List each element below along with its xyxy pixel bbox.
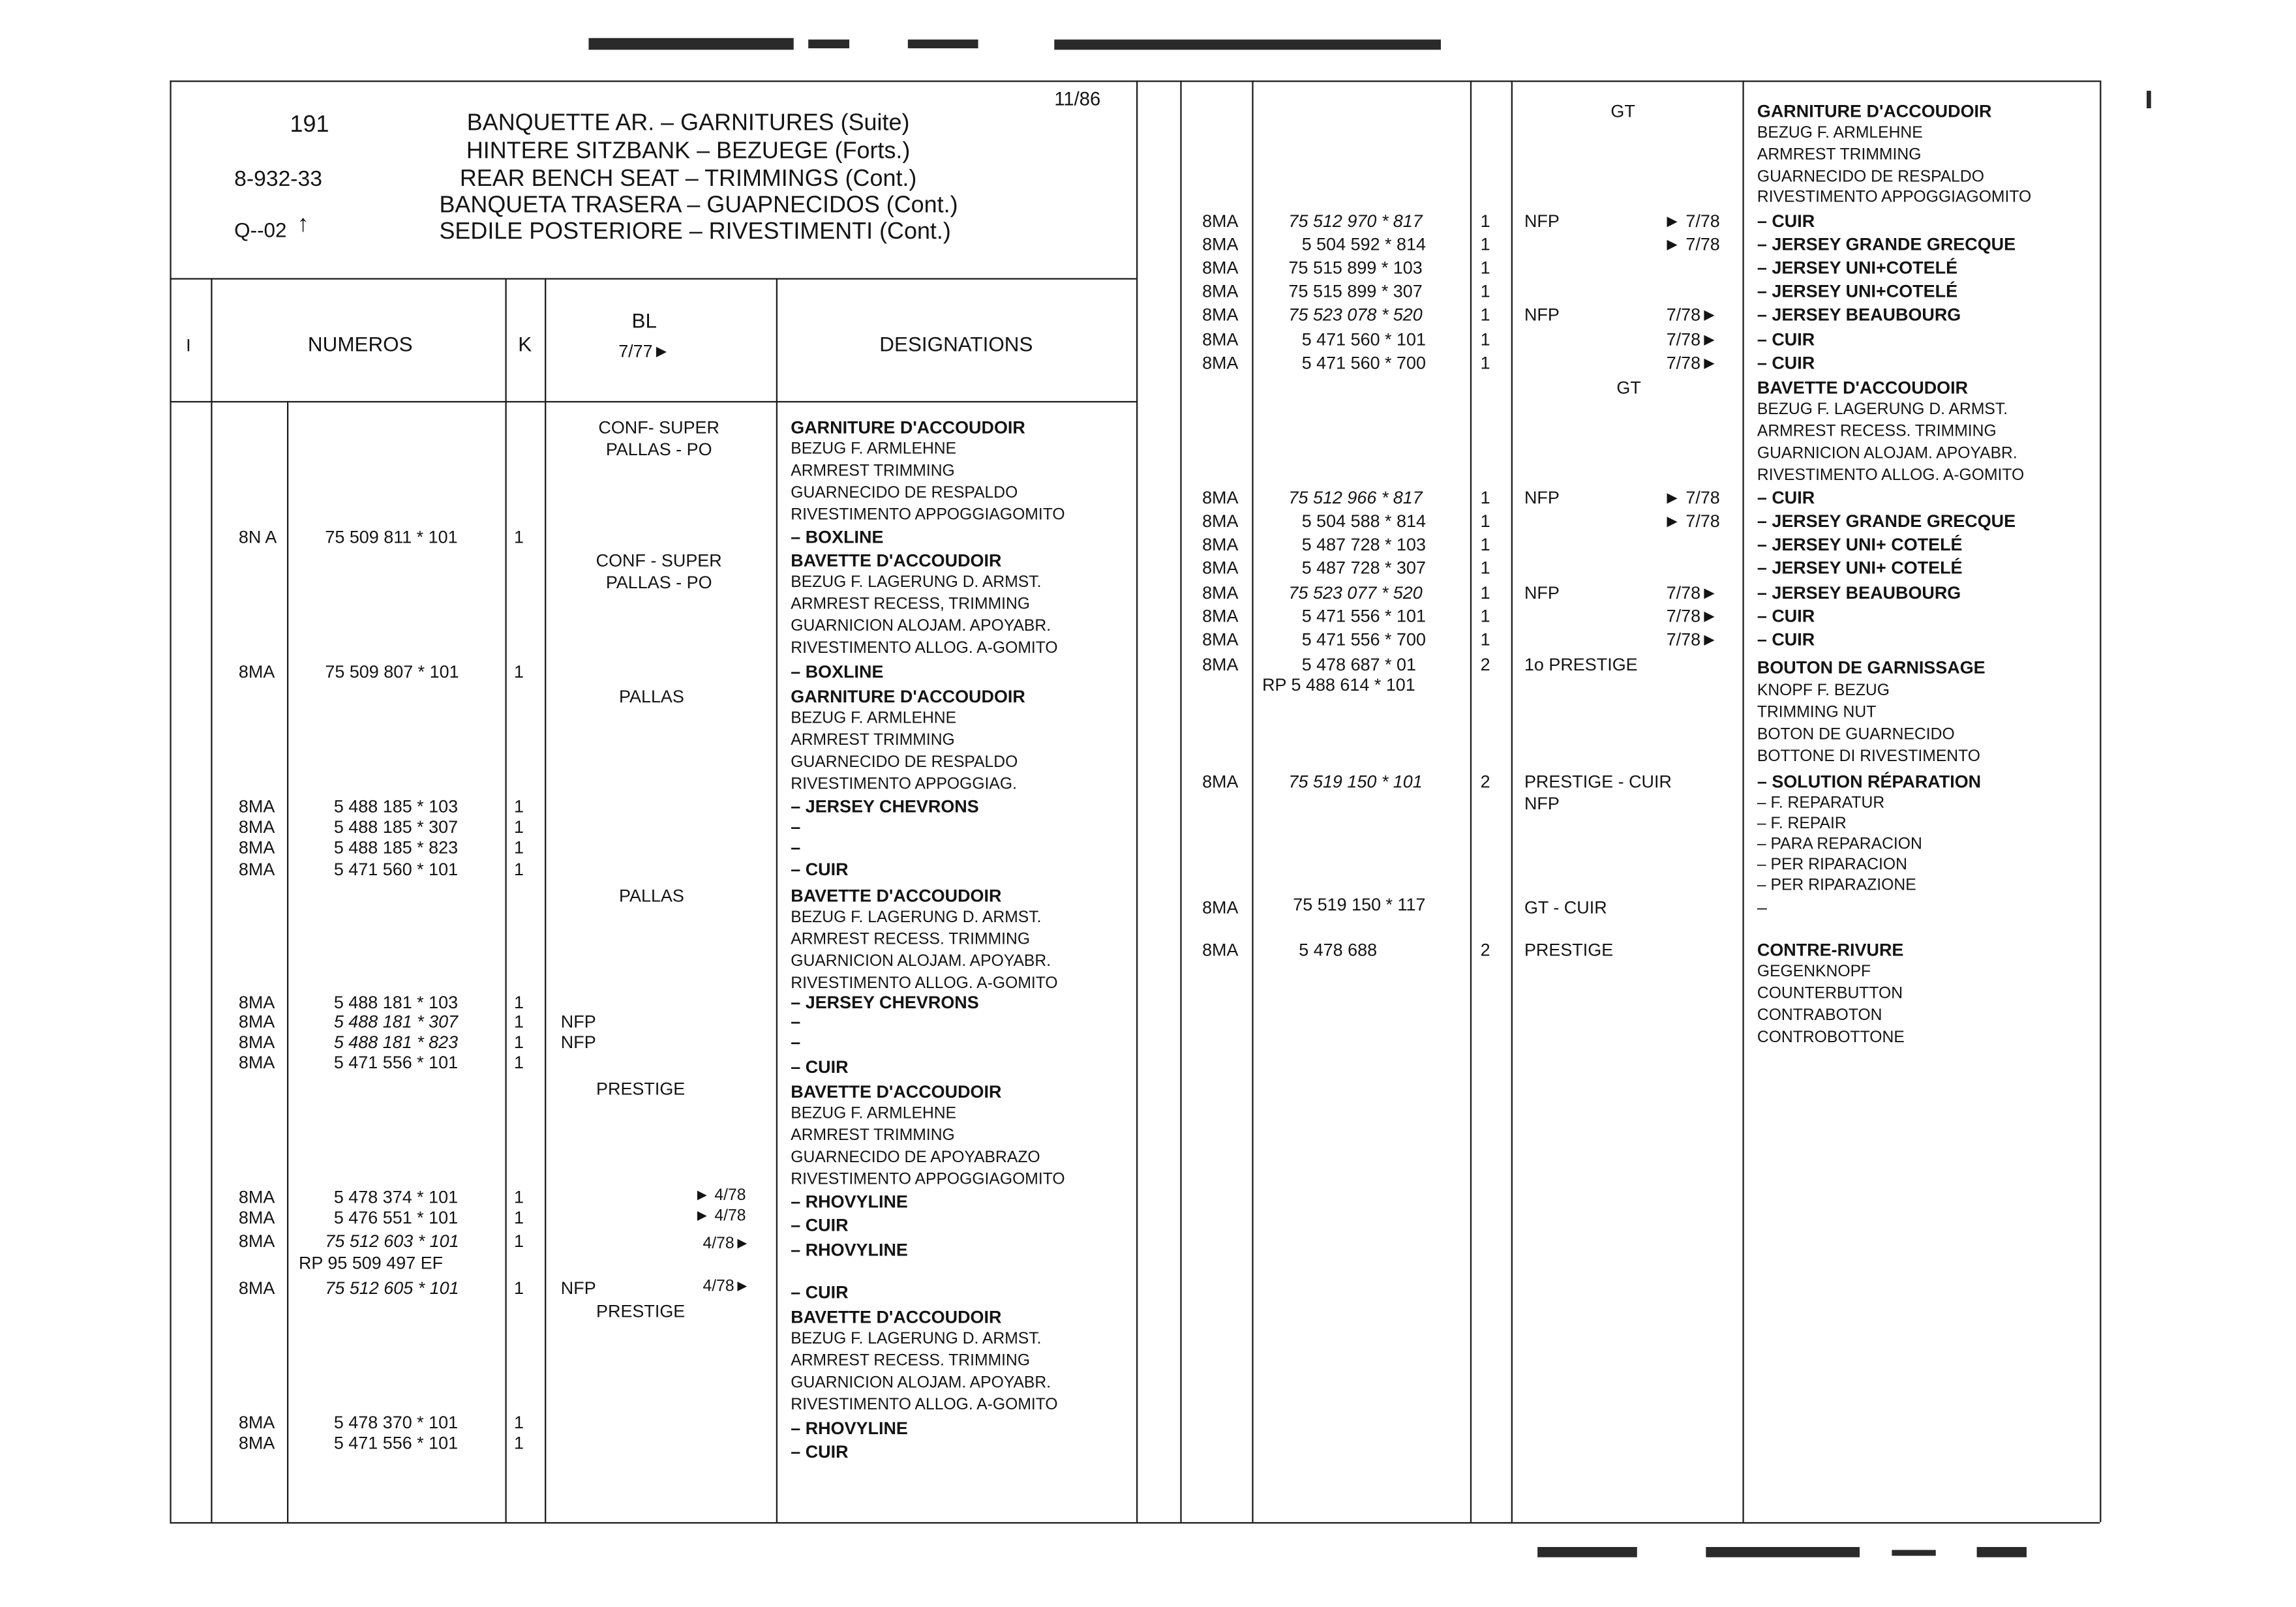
designation-item: – JERSEY BEAUBOURG [1757,582,1961,603]
date-code: ► 7/78 [1663,511,1720,532]
bl-code: NFP [1524,304,1560,325]
quantity: 1 [1480,234,1490,255]
bl-code: PRESTIGE - CUIR [1524,771,1672,792]
scan-mark [1892,1550,1935,1556]
designation-item: – CUIR [1757,211,1815,232]
part-number: 5 476 551 * 101 [333,1207,459,1228]
quantity: 1 [1480,257,1490,278]
designation-line: BOTTONE DI RIVESTIMENTO [1757,747,1980,766]
designation-item: – [1757,897,1767,918]
quantity: 1 [513,1052,524,1073]
vehicle-type: 8MA [1202,897,1239,918]
part-number: 5 487 728 * 307 [1301,558,1426,578]
quantity: 1 [513,1011,524,1032]
designation-line: RIVESTIMENTO ALLOG. A-GOMITO [791,1396,1058,1414]
date-code: 4/78► [702,1235,751,1253]
col-designations-header: DESIGNATIONS [879,332,1033,356]
vehicle-type: 8MA [1202,654,1239,675]
quantity: 1 [513,1186,524,1208]
group-label: CONF - SUPER [596,550,722,571]
vehicle-type: 8MA [1202,234,1239,255]
part-number: 75 515 899 * 103 [1288,257,1423,278]
designation-item: – BOXLINE [791,526,884,548]
designation-item: – [791,1011,801,1032]
designation-line: GUARNICION ALOJAM. APOYABR. [791,1374,1051,1392]
part-number: 5 478 370 * 101 [333,1412,459,1433]
designation-item: – CUIR [1757,606,1815,627]
bl-code: PRESTIGE [1524,939,1614,961]
designation-line: – PER RIPARACION [1757,856,1907,874]
part-number: 75 512 603 * 101 [325,1231,459,1252]
bl-code: NFP [560,1278,596,1299]
date-code: ► 7/78 [1663,234,1720,255]
designation-item: – JERSEY UNI+COTELÉ [1757,257,1958,278]
designation-item: – CUIR [1757,629,1815,650]
vehicle-type: 8MA [1202,304,1239,325]
part-number: 75 523 077 * 520 [1288,582,1423,603]
col-numeros-header: NUMEROS [307,332,413,356]
designation-heading: GARNITURE D'ACCOUDOIR [1757,100,1992,122]
designation-item: – CUIR [791,859,849,880]
bl-code: 1o PRESTIGE [1524,654,1638,675]
part-number: 75 512 970 * 817 [1288,211,1423,232]
bl-code: NFP [560,1032,596,1053]
designation-line: KNOPF F. BEZUG [1757,682,1890,700]
part-number: 5 488 185 * 307 [333,817,459,837]
scan-mark [1537,1547,1637,1557]
designation-line: CONTROBOTTONE [1757,1029,1905,1047]
group-label: CONF- SUPER [598,417,719,438]
designation-line: RIVESTIMENTO ALLOG. A-GOMITO [791,974,1058,993]
designation-item: – CUIR [1757,329,1815,350]
col-k-header: K [518,332,532,356]
date-code: ► 7/78 [1663,487,1720,508]
designation-line: GUARNECIDO DE RESPALDO [1757,168,1984,187]
designation-item: – CUIR [1757,352,1815,374]
date-code: 7/78► [1666,329,1718,350]
scan-mark [1054,40,1441,50]
designation-line: RIVESTIMENTO APPOGGIAGOMITO [791,506,1065,524]
designation-line: BEZUG F. ARMLEHNE [791,440,957,458]
vehicle-type: 8MA [238,1412,275,1433]
vehicle-type: 8MA [1202,352,1239,374]
scan-mark [2147,91,2151,108]
designation-line: GUARNICION ALOJAM. APOYABR. [791,618,1051,635]
designation-line: ARMREST RECESS. TRIMMING [791,931,1031,949]
designation-item: – JERSEY GRANDE GRECQUE [1757,234,2016,255]
designation-heading: CONTRE-RIVURE [1757,939,1904,961]
bl-code: NFP [1524,487,1560,508]
bl-code: NFP [1524,211,1560,232]
quantity: 1 [513,992,524,1013]
part-number: 5 504 588 * 814 [1301,511,1426,532]
designation-line: GEGENKNOPF [1757,963,1871,981]
quantity: 2 [1480,771,1490,792]
group-label: PRESTIGE [596,1078,686,1100]
col-bl-date: 7/77► [618,340,671,362]
quantity: 1 [1480,558,1490,578]
designation-item: – JERSEY UNI+ COTELÉ [1757,558,1963,578]
designation-line: ARMREST RECESS. TRIMMING [1757,423,1997,441]
date-code: ► 7/78 [1663,211,1720,232]
designation-heading: BAVETTE D'ACCOUDOIR [791,1306,1002,1328]
designation-item: – RHOVYLINE [791,1191,908,1212]
title-it: SEDILE POSTERIORE – RIVESTIMENTI (Cont.) [439,219,951,245]
bl-code: GT - CUIR [1524,897,1607,918]
part-number: 5 478 688 [1299,939,1378,961]
date-code: ► 4/78 [694,1186,746,1205]
scan-mark [1706,1547,1860,1557]
part-number: 5 504 592 * 814 [1301,234,1426,255]
col-index-header: I [186,335,191,356]
page-number: 191 [290,112,329,138]
designation-item: – JERSEY GRANDE GRECQUE [1757,511,2016,532]
quantity: 1 [513,661,524,682]
designation-item: – CUIR [791,1441,849,1462]
designation-item: – CUIR [1757,487,1815,508]
part-number: 75 515 899 * 307 [1288,280,1423,302]
designation-line: ARMREST TRIMMING [791,732,955,749]
designation-line: ARMREST TRIMMING [791,462,955,481]
designation-line: BEZUG F. ARMLEHNE [791,710,957,728]
vehicle-type: 8MA [238,1432,275,1454]
date-code: 7/78► [1666,629,1718,650]
designation-line: – F. REPARATUR [1757,794,1885,813]
date-code: ► 4/78 [694,1207,746,1225]
quantity: 1 [513,817,524,837]
quantity: 1 [513,796,524,817]
part-number: 5 487 728 * 103 [1301,534,1426,555]
designation-item: – [791,817,801,837]
designation-heading: GARNITURE D'ACCOUDOIR [791,686,1025,707]
group-label: PRESTIGE [596,1301,686,1322]
group-label: GT [1616,377,1641,398]
designation-item: – CUIR [791,1282,849,1303]
part-number: 5 488 181 * 103 [333,992,459,1013]
scan-mark [588,38,793,50]
designation-line: RIVESTIMENTO APPOGGIAG. [791,775,1017,794]
quantity: 1 [513,1231,524,1252]
quantity: 1 [1480,211,1490,232]
part-number: 5 471 560 * 101 [333,859,459,880]
vehicle-type: 8MA [1202,558,1239,578]
designation-item: – JERSEY UNI+ COTELÉ [1757,534,1963,555]
designation-line: BEZUG F. LAGERUNG D. ARMST. [791,1330,1042,1348]
designation-line: GUARNECIDO DE RESPALDO [791,753,1018,772]
vehicle-type: 8MA [1202,487,1239,508]
quantity: 1 [1480,280,1490,302]
vehicle-type: 8MA [238,1186,275,1208]
vehicle-type: 8MA [238,1052,275,1073]
quantity: 1 [1480,487,1490,508]
quantity: 1 [1480,304,1490,325]
vehicle-type: 8MA [238,992,275,1013]
quantity: 1 [513,1412,524,1433]
designation-item: – BOXLINE [791,661,884,682]
bl-code: NFP [560,1011,596,1032]
group-label: PALLAS [619,885,684,907]
designation-line: GUARNICION ALOJAM. APOYABR. [791,952,1051,970]
vehicle-type: 8MA [238,796,275,817]
designation-item: – JERSEY UNI+COTELÉ [1757,280,1958,302]
replacement-number: RP 5 488 614 * 101 [1262,674,1415,695]
vehicle-type: 8MA [238,817,275,837]
part-number: 75 512 605 * 101 [325,1278,459,1299]
part-number: 75 519 150 * 117 [1293,894,1426,915]
designation-line: GUARNICION ALOJAM. APOYABR. [1757,445,2017,463]
quantity: 1 [513,526,524,548]
vehicle-type: 8MA [238,859,275,880]
designation-item: – [791,1032,801,1053]
designation-line: BEZUG F. ARMLEHNE [791,1105,957,1123]
designation-line: BOTON DE GUARNECIDO [1757,726,1955,744]
vehicle-type: 8MA [238,1032,275,1053]
part-number: 5 471 556 * 700 [1301,629,1426,650]
quantity: 1 [1480,352,1490,374]
quantity: 1 [1480,629,1490,650]
quantity: 1 [1480,606,1490,627]
vehicle-type: 8MA [238,1278,275,1299]
quantity: 1 [1480,582,1490,603]
bl-code: NFP [1524,582,1560,603]
designation-heading: BAVETTE D'ACCOUDOIR [791,885,1002,907]
date-code: 7/78► [1666,352,1718,374]
designation-item: – RHOVYLINE [791,1418,908,1439]
part-number: 5 471 556 * 101 [1301,606,1426,627]
date-code: 7/78► [1666,304,1718,325]
quantity: 1 [1480,511,1490,532]
vehicle-type: 8MA [1202,280,1239,302]
designation-line: GUARNECIDO DE RESPALDO [791,484,1018,502]
part-number: 75 512 966 * 817 [1288,487,1423,508]
designation-item: – JERSEY CHEVRONS [791,796,979,817]
designation-line: RIVESTIMENTO ALLOG. A-GOMITO [791,639,1058,657]
quantity: 2 [1480,939,1490,961]
group-label: GT [1610,100,1635,122]
vehicle-type: 8MA [1202,606,1239,627]
part-number: 75 519 150 * 101 [1288,771,1423,792]
part-number: 5 488 185 * 823 [333,837,459,858]
quantity: 1 [513,1207,524,1228]
group-code: Q--02 [234,218,287,242]
designation-line: BEZUG F. LAGERUNG D. ARMST. [1757,400,2008,419]
designation-item: – JERSEY BEAUBOURG [1757,304,1961,325]
quantity: 1 [1480,534,1490,555]
quantity: 2 [1480,654,1490,675]
replacement-number: RP 95 509 497 EF [298,1252,444,1274]
vehicle-type: 8MA [1202,534,1239,555]
designation-heading: BAVETTE D'ACCOUDOIR [1757,377,1969,398]
designation-item: – RHOVYLINE [791,1239,908,1261]
part-number: 5 471 556 * 101 [333,1052,459,1073]
designation-line: – PARA REPARACION [1757,835,1922,854]
part-number: 5 488 181 * 823 [333,1032,459,1053]
designation-item: – CUIR [791,1214,849,1236]
designation-heading: GARNITURE D'ACCOUDOIR [791,417,1025,438]
quantity: 1 [513,1432,524,1454]
vehicle-type: 8MA [238,837,275,858]
quantity: 1 [513,1032,524,1053]
title-es: BANQUETA TRASERA – GUAPNECIDOS (Cont.) [439,193,958,218]
vehicle-type: 8MA [238,1231,275,1252]
date-code: 7/78► [1666,582,1718,603]
quantity: 1 [513,1278,524,1299]
designation-line: ARMREST RECESS, TRIMMING [791,595,1031,614]
designation-line: TRIMMING NUT [1757,704,1877,722]
part-number: 5 471 556 * 101 [333,1432,459,1454]
date-code: 7/78► [1666,606,1718,627]
part-number: 5 471 560 * 101 [1301,329,1426,350]
vehicle-type: 8MA [1202,257,1239,278]
part-number: 75 523 078 * 520 [1288,304,1423,325]
designation-line: RIVESTIMENTO APPOGGIAGOMITO [1757,188,2032,207]
scan-mark [908,40,978,48]
vehicle-type: 8MA [1202,211,1239,232]
designation-heading: BAVETTE D'ACCOUDOIR [791,1081,1002,1102]
designation-heading: – SOLUTION RÉPARATION [1757,771,1982,792]
vehicle-type: 8N A [238,526,277,548]
designation-line: ARMREST TRIMMING [1757,146,1922,164]
designation-item: – JERSEY CHEVRONS [791,992,979,1013]
designation-line: GUARNECIDO DE APOYABRAZO [791,1149,1040,1167]
designation-line: RIVESTIMENTO APPOGGIAGOMITO [791,1171,1065,1189]
vehicle-type: 8MA [238,661,275,682]
vehicle-type: 8MA [1202,939,1239,961]
bl-code: NFP [1524,793,1560,814]
date-code: 4/78► [702,1278,751,1296]
vehicle-type: 8MA [1202,329,1239,350]
part-number: 5 478 374 * 101 [333,1186,459,1208]
quantity: 1 [513,859,524,880]
title-en: REAR BENCH SEAT – TRIMMINGS (Cont.) [459,166,917,192]
designation-heading: BAVETTE D'ACCOUDOIR [791,550,1002,571]
designation-item: – [791,837,801,858]
designation-line: ARMREST TRIMMING [791,1126,955,1145]
issue-date: 11/86 [1054,87,1101,110]
scan-mark [808,40,849,48]
part-number: 75 509 811 * 101 [325,526,458,548]
designation-line: – F. REPAIR [1757,815,1847,833]
designation-line: COUNTERBUTTON [1757,985,1903,1003]
part-number: 5 478 687 * 01 [1301,654,1416,675]
reference-code: 8-932-33 [234,166,322,192]
title-de: HINTERE SITZBANK – BEZUEGE (Forts.) [466,139,911,164]
part-number: 75 509 807 * 101 [325,661,459,682]
designation-line: CONTRABOTON [1757,1006,1882,1025]
designation-item: – CUIR [791,1057,849,1077]
designation-line: BEZUG F. LAGERUNG D. ARMST. [791,573,1042,592]
part-number: 5 471 560 * 700 [1301,352,1426,374]
designation-line: BEZUG F. LAGERUNG D. ARMST. [791,909,1042,927]
vehicle-type: 8MA [1202,771,1239,792]
designation-line: BEZUG F. ARMLEHNE [1757,124,1923,142]
designation-line: ARMREST RECESS. TRIMMING [791,1352,1031,1370]
quantity: 1 [513,837,524,858]
part-number: 5 488 185 * 103 [333,796,459,817]
designation-line: RIVESTIMENTO ALLOG. A-GOMITO [1757,466,2025,485]
part-number: 5 488 181 * 307 [333,1011,459,1032]
designation-heading: BOUTON DE GARNISSAGE [1757,657,1986,678]
vehicle-type: 8MA [1202,582,1239,603]
title-fr: BANQUETTE AR. – GARNITURES (Suite) [466,111,910,136]
col-bl-header: BL [631,308,657,333]
designation-line: – PER RIPARAZIONE [1757,877,1916,895]
arrow-up-icon: ↑ [297,212,309,237]
vehicle-type: 8MA [238,1011,275,1032]
quantity: 1 [1480,329,1490,350]
group-label: PALLAS - PO [605,439,712,460]
group-label: PALLAS - PO [605,572,712,593]
vehicle-type: 8MA [1202,511,1239,532]
vehicle-type: 8MA [1202,629,1239,650]
vehicle-type: 8MA [238,1207,275,1228]
group-label: PALLAS [619,686,684,707]
scan-mark [1977,1547,2027,1557]
